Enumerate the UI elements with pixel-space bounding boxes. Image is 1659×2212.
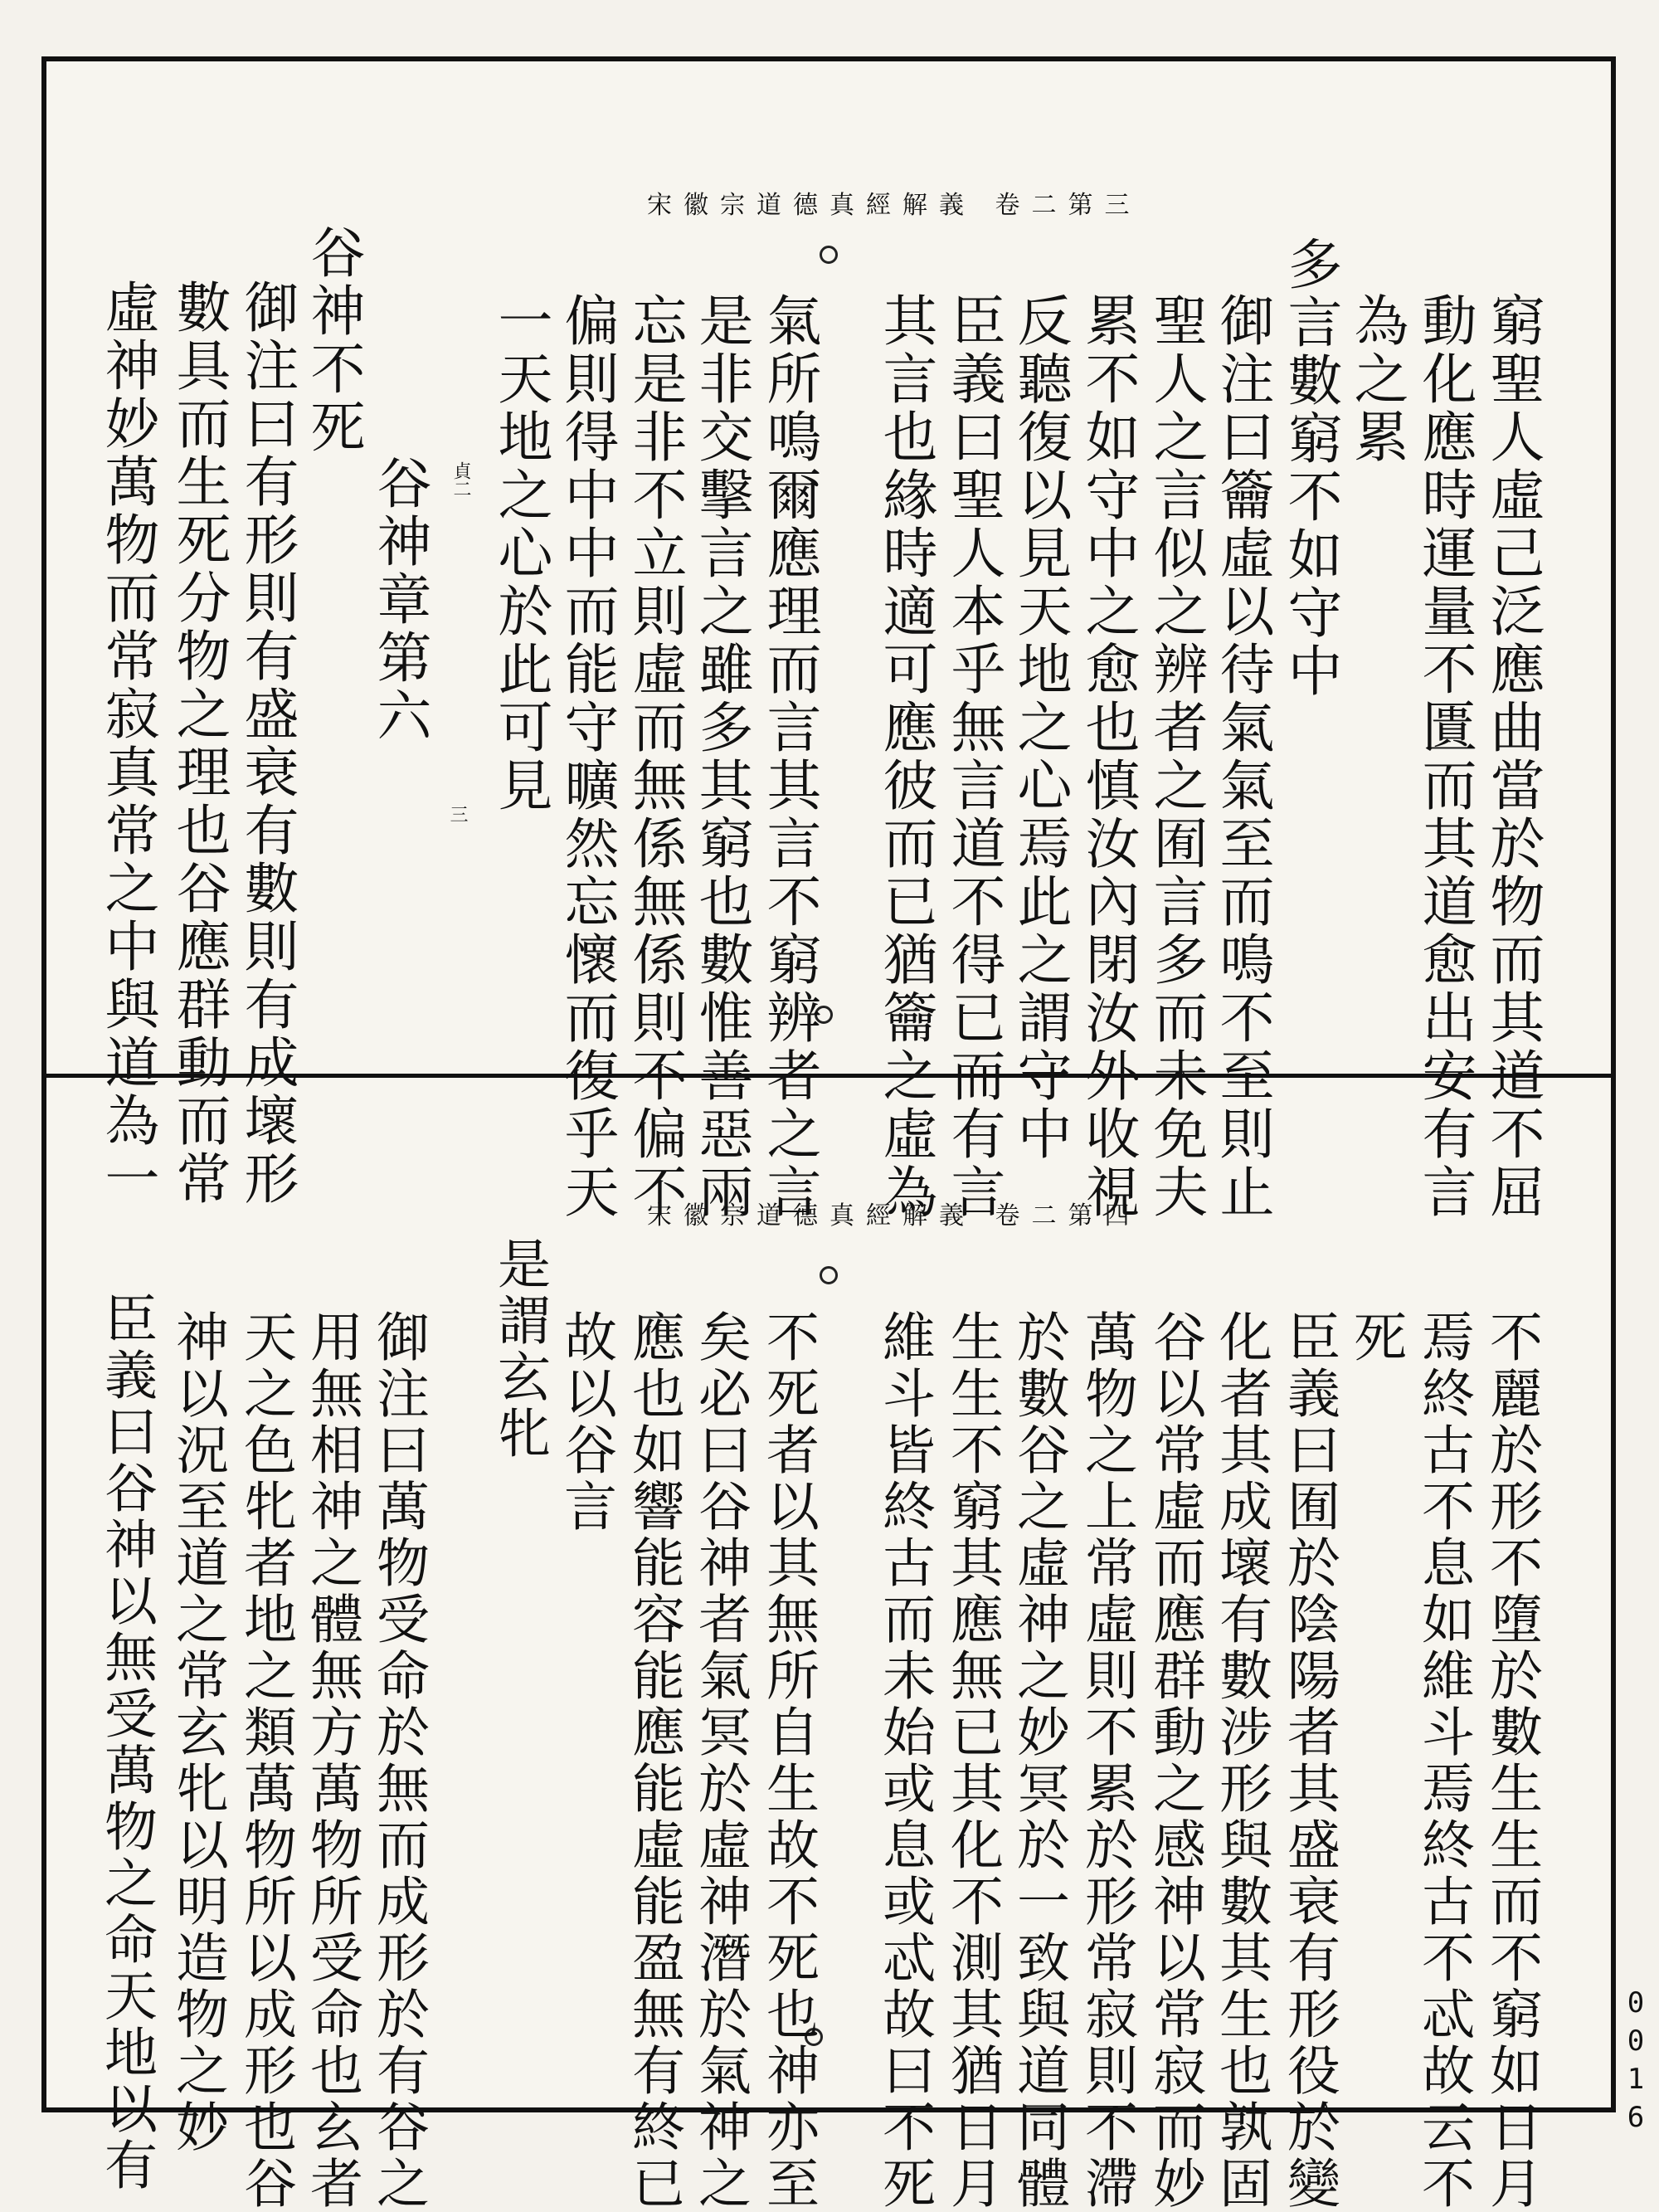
top-col-14: 偏則得中中而能守曠然忘懷而復乎天 [555, 292, 619, 1221]
bottom-col-9: 生生不窮其應無已其化不測其猶日月 [941, 1309, 1003, 2212]
bottom-col-6: 谷以常虛而應群動之感神以常寂而妙 [1144, 1309, 1205, 2212]
bottom-col-12: 矣必曰谷神者氣冥於虛神潛於氣神之 [689, 1309, 751, 2212]
top-col-9: 臣義曰聖人本乎無言道不得已而有言 [941, 292, 1005, 1221]
bottom-col-7: 萬物之上常虛則不累於形常寂則不滯 [1076, 1309, 1137, 2212]
top-margin-note: 貞二 [450, 461, 471, 498]
bottom-page-header: 宋徽宗道德真經解義 卷二第四 [647, 1201, 1141, 1230]
bottom-col-11: 不死者以其無所自生故不死也神亦至 [757, 1309, 819, 2212]
top-col-3: 為之累 [1345, 292, 1408, 466]
top-col-17: 谷神不死 [301, 224, 365, 456]
bottom-col-3: 死 [1345, 1309, 1406, 1366]
top-col-20: 虛神妙萬物而常寂真常之中與道為一 [95, 279, 159, 1208]
bottom-col-1: 不麗於形不墮於數生生而不窮如日月 [1481, 1309, 1542, 2212]
top-col-8: 反聽復以見天地之心焉此之謂守中 [1008, 292, 1072, 1163]
top-col-7: 累不如守中之愈也慎汝內閉汝外收視 [1076, 292, 1140, 1221]
top-col-4: 多言數窮不如守中 [1278, 236, 1342, 700]
bottom-col-2: 焉終古不息如維斗焉終古不忒故云不 [1413, 1309, 1474, 2212]
top-col-1: 窮聖人虛己泛應曲當於物而其道不屈 [1481, 292, 1545, 1221]
bottom-col-20: 臣義曰谷神以無受萬物之命天地以有 [95, 1291, 157, 2194]
top-col-2: 動化應時運量不匱而其道愈出安有言 [1413, 292, 1477, 1221]
page-number: 0016 [1619, 1986, 1652, 2139]
bottom-col-8: 於數谷之虛神之妙冥於一致與道同體 [1008, 1309, 1069, 2212]
top-col-18: 御注曰有形則有盛衰有數則有成壞形 [235, 279, 299, 1208]
bottom-col-5: 化者其成壞有數涉形與數其生也孰固 [1210, 1309, 1272, 2212]
bottom-col-19: 神以況至道之常玄牝以明造物之妙 [167, 1309, 228, 2156]
top-col-12: 是非交擊言之雖多其窮也數惟善惡兩 [689, 292, 753, 1221]
bottom-col-14: 故以谷言 [555, 1309, 616, 1535]
bottom-col-4: 臣義曰囿於陰陽者其盛衰有形役於變 [1278, 1309, 1340, 2212]
top-col-15: 一天地之心於此可見 [489, 292, 552, 815]
top-col-11: 氣所鳴爾應理而言其言不窮辨者之言 [757, 292, 821, 1221]
top-punctuation-mark [820, 246, 838, 264]
top-col-5: 御注曰籥虛以待氣氣至而鳴不至則止 [1210, 292, 1274, 1221]
bottom-col-13: 應也如響能容能應能虛能盈無有終已 [623, 1309, 684, 2212]
top-chapter-title: 谷神章第六 [367, 455, 431, 745]
bottom-punctuation-mark [820, 1266, 838, 1284]
bottom-col-18: 天之色牝者地之類萬物所以成形也谷 [235, 1309, 296, 2212]
top-folio-mark: 三 [447, 805, 468, 823]
bottom-col-15: 是謂玄牝 [489, 1236, 550, 1462]
top-col-10: 其言也緣時適可應彼而已猶籥之虛為 [873, 292, 937, 1221]
bottom-col-16: 御注曰萬物受命於無而成形於有谷之 [367, 1309, 429, 2212]
top-page-header: 宋徽宗道德真經解義 卷二第三 [647, 191, 1141, 220]
bottom-col-10: 維斗皆終古而未始或息或忒故曰不死 [873, 1309, 935, 2212]
top-col-6: 聖人之言似之辨者之囿言多而未免夫 [1144, 292, 1208, 1221]
bottom-col-17: 用無相神之體無方萬物所受命也玄者 [301, 1309, 362, 2212]
top-col-19: 數具而生死分物之理也谷應群動而常 [167, 279, 231, 1208]
top-col-13: 忘是非不立則虛而無係無係則不偏不 [623, 292, 687, 1221]
